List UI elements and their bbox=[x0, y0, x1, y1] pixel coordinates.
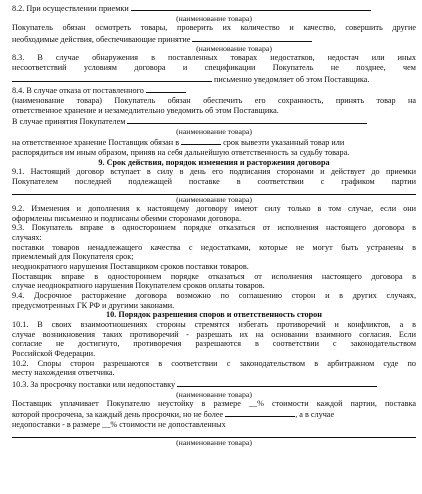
text-span: , а в случае bbox=[295, 410, 335, 420]
clause-8-2-text: 8.2. При осуществлении приемки bbox=[12, 4, 129, 13]
blank-field bbox=[225, 408, 295, 417]
caption: (наименование товара) bbox=[176, 437, 252, 447]
text-line: 9.4. Досрочное расторжение договора возможно по соглашению сторон и в других случаях, bbox=[12, 290, 416, 300]
text-line: (наименование товара) Покупатель обязан обеспечить его сохранность, принять товар на bbox=[12, 96, 416, 106]
blank-field bbox=[181, 136, 221, 145]
text-line: Поставщик вправе в одностороннем порядке отказаться от исполнения настоящего договора в bbox=[12, 271, 416, 281]
text-span: 10.3. За просрочку поставки или недопоставку bbox=[12, 379, 176, 389]
text-line bbox=[12, 2, 416, 14]
text-line: случае возникновения таких противоречий - разрешать их на основании взаимного согласия. Если bbox=[12, 329, 416, 339]
text-line: Российской Федерации. bbox=[12, 348, 96, 358]
text-span: В случае принятия Покупателем bbox=[12, 117, 126, 127]
text-line: распорядиться им иным образом, приняв на себя дальнейшую ответственность за судьбу товара. bbox=[12, 147, 350, 157]
text-line bbox=[12, 115, 416, 127]
text-line: Покупателем последней подлежащей поставке в соответствии с графиком партии bbox=[12, 176, 416, 186]
text-span: которой просрочена, за каждый день просрочки, но не более bbox=[12, 410, 224, 420]
text-line: поставки товаров ненадлежащего качества с недостатками, которые не могут быть устранены в bbox=[12, 242, 416, 252]
text-line: неоднократного нарушения Поставщиком сроков поставки товаров. bbox=[12, 261, 249, 271]
text-line: Поставщик уплачивает Покупателю неустойку в размере __% стоимости каждой партии, поставка bbox=[12, 398, 416, 408]
text-line: оформлены письменно и подписаны обеими сторонами договора. bbox=[12, 213, 242, 223]
text-line: Покупатель обязан осмотреть товары, проверить их количество и качество, совершить другие bbox=[12, 22, 416, 32]
text-line: случае неоднократного нарушения Покупателем сроков оплаты товаров. bbox=[12, 281, 265, 291]
caption: (наименование товара) bbox=[176, 389, 252, 399]
text-line: предусмотренных ГК РФ и другими законами. bbox=[12, 300, 175, 310]
text-line: 10.2. Споры сторон разрешаются в соответствии с законодательством в арбитражном суде по bbox=[12, 358, 416, 368]
blank-field bbox=[146, 84, 186, 93]
text-line: 9.3. Покупатель вправе в одностороннем порядке отказаться от исполнения настоящего договора в bbox=[12, 223, 416, 233]
text-line bbox=[12, 73, 416, 85]
blank-field bbox=[192, 33, 312, 42]
section-10-heading: 10. Порядок разрешения споров и ответственность сторон bbox=[106, 310, 322, 320]
text-line bbox=[12, 378, 416, 390]
text-line bbox=[12, 84, 416, 96]
blank-line bbox=[12, 187, 416, 195]
text-line: 9.2. Изменения и дополнения к настоящему договору имеют силу только в том случае, если они bbox=[12, 203, 416, 213]
text-line bbox=[12, 136, 416, 148]
blank-field bbox=[12, 73, 212, 82]
text-line: 10.1. В своих взаимоотношениях стороны стремятся избегать противоречий и конфликтов, а в bbox=[12, 319, 416, 329]
text-line bbox=[12, 33, 416, 45]
blank-field bbox=[177, 378, 377, 387]
text-line: 9.1. Настоящий договор вступает в силу в день его подписания сторонами и действует до приемки bbox=[12, 167, 416, 177]
text-span: необходимые действия, обеспечивающие принятие bbox=[12, 34, 191, 44]
text-line: 8.3. В случае обнаружения в поставленных товарах недостатков, недостач или иных bbox=[12, 53, 416, 63]
text-line: несоответствий условиям договора и спецификации Покупатель не позднее, чем bbox=[12, 63, 416, 73]
text-line: месту нахождения ответчика. bbox=[12, 368, 115, 378]
blank-field bbox=[131, 2, 371, 11]
blank-line bbox=[12, 430, 416, 438]
section-9-heading: 9. Срок действия, порядок изменения и расторжения договора bbox=[98, 157, 330, 167]
caption: (наименование товара) bbox=[176, 13, 252, 23]
caption: (наименование товара) bbox=[176, 127, 252, 137]
text-line: недопоставки - в размере __% стоимости не допоставленных bbox=[12, 420, 226, 430]
blank-field bbox=[127, 115, 367, 124]
text-line bbox=[12, 408, 416, 420]
text-line: согласие не достигнуто, противоречия разрешаются в соответствии с законодательством bbox=[12, 339, 416, 349]
text-span: 8.4. В случае отказа от поставленного bbox=[12, 86, 144, 96]
caption: (наименование товара) bbox=[176, 194, 252, 204]
text-line: приемлемый для Покупателя срок; bbox=[12, 252, 134, 262]
text-span: на ответственное хранение Поставщик обязан в bbox=[12, 138, 180, 148]
caption: (наименование товара) bbox=[196, 44, 272, 54]
text-line: ответственное хранение и незамедлительно уведомить об этом Поставщика. bbox=[12, 105, 279, 115]
text-line: случаях: bbox=[12, 232, 42, 242]
text-span: срок вывезти указанный товар или bbox=[223, 138, 345, 148]
text-span: письменно уведомляет об этом Поставщика. bbox=[214, 74, 370, 84]
